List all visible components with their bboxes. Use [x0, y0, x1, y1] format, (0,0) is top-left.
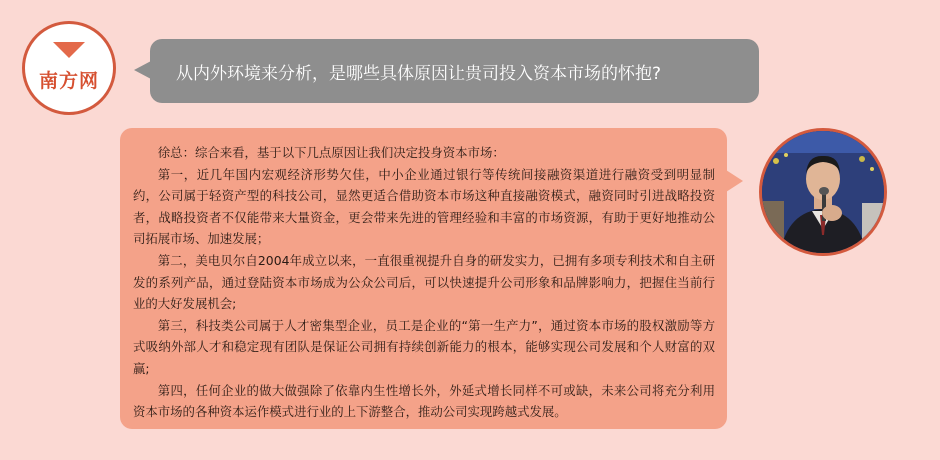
- answer-paragraph: 徐总：综合来看，基于以下几点原因让我们决定投身资本市场：: [157, 145, 505, 160]
- question-bubble: [150, 39, 759, 103]
- logo-triangle-icon: [53, 42, 85, 58]
- logo-text: 南方网: [38, 70, 99, 92]
- answer-paragraph: 第三，科技类公司属于人才密集型企业，员工是企业的“第一生产力”，通过资本市场的股权激励等方式吸纳外部人才和稳定现有团队是保证公司拥有持续创新能力的根本，能够实现公司发展和个人财富的双赢;: [133, 317, 715, 376]
- speaker-avatar: [759, 128, 887, 256]
- speaker-photo: [762, 131, 884, 253]
- answer-bubble: [120, 128, 727, 429]
- question-text: 从内外环境来分析，是哪些具体原因让贵司投入资本市场的怀抱?: [176, 64, 662, 84]
- answer-paragraph: 第二，美电贝尔自2004年成立以来，一直很重视提升自身的研发实力，已拥有多项专利技术和自主研发的系列产品，通过登陆资本市场成为公众公司后，可以快速提升公司形象和品牌影响力，把握住当前行业的大好发展机会;: [133, 252, 715, 312]
- answer-paragraph: 第四，任何企业的做大做强除了依靠内生性增长外，外延式增长同样不可或缺，未来公司将充分利用资本市场的各种资本运作模式进行业的上下游整合，推动公司实现跨越式发展。: [133, 382, 715, 420]
- answer-text: [133, 142, 715, 423]
- nanfang-logo: [22, 21, 116, 115]
- answer-paragraph: 第一，近几年国内宏观经济形势欠佳，中小企业通过银行等传统间接融资渠道进行融资受到明显制约，公司属于轻资产型的科技公司，显然更适合借助资本市场这种直接融资模式，融资同时引进战略投资者，战略投资者不仅能带来大量资金，更会带来先进的管理经验和丰富的市场资源，有助于更好地推动公司拓展市场、加速发展；: [133, 166, 715, 247]
